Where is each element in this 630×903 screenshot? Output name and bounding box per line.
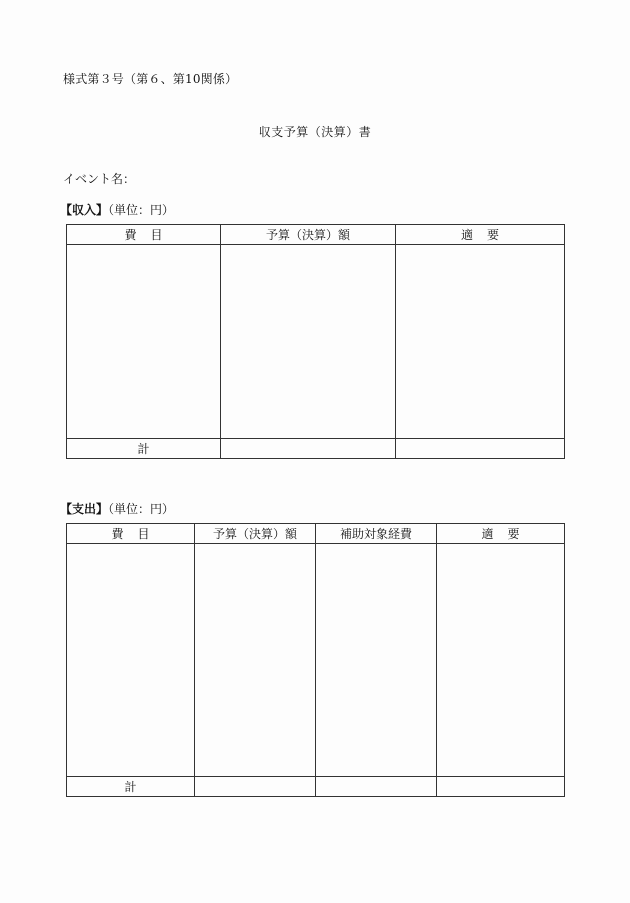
income-total-label: 計 (67, 439, 221, 459)
expense-remarks-cell[interactable] (437, 544, 565, 777)
expense-header-eligible: 補助対象経費 (316, 524, 437, 544)
expense-unit: （単位：円） (108, 502, 175, 516)
income-entry-row[interactable] (67, 245, 565, 439)
expense-header-row (67, 524, 565, 544)
income-unit: （単位：円） (108, 203, 175, 217)
income-amount-cell[interactable] (221, 245, 396, 439)
expense-eligible-cell[interactable] (316, 544, 437, 777)
expense-total-amount-cell[interactable] (195, 777, 316, 797)
expense-section-label (60, 500, 174, 517)
income-item-cell[interactable] (67, 245, 221, 439)
income-table (66, 224, 565, 459)
income-total-row (67, 439, 565, 459)
income-section-heading: 【収入】 (60, 203, 109, 217)
income-section-label (60, 201, 174, 218)
income-header-item: 費目 (67, 225, 221, 245)
expense-header-remarks: 適要 (437, 524, 565, 544)
expense-header-item: 費目 (67, 524, 195, 544)
expense-header-amount: 予算（決算）額 (195, 524, 316, 544)
expense-table (66, 523, 565, 797)
expense-item-cell[interactable] (67, 544, 195, 777)
income-header-remarks: 適要 (396, 225, 565, 245)
income-total-amount-cell[interactable] (221, 439, 396, 459)
form-number: 様式第３号（第６、第10関係） (63, 72, 238, 86)
expense-total-eligible-cell[interactable] (316, 777, 437, 797)
expense-entry-row[interactable] (67, 544, 565, 777)
expense-section-heading: 【支出】 (60, 502, 109, 516)
income-header-amount: 予算（決算）額 (221, 225, 396, 245)
expense-total-label: 計 (67, 777, 195, 797)
income-header-row (67, 225, 565, 245)
expense-amount-cell[interactable] (195, 544, 316, 777)
event-name-label: イベント名： (63, 172, 136, 186)
income-remarks-cell[interactable] (396, 245, 565, 439)
page-title: 収支予算（決算）書 (258, 125, 372, 139)
income-total-remarks-cell[interactable] (396, 439, 565, 459)
expense-total-row (67, 777, 565, 797)
expense-total-remarks-cell[interactable] (437, 777, 565, 797)
